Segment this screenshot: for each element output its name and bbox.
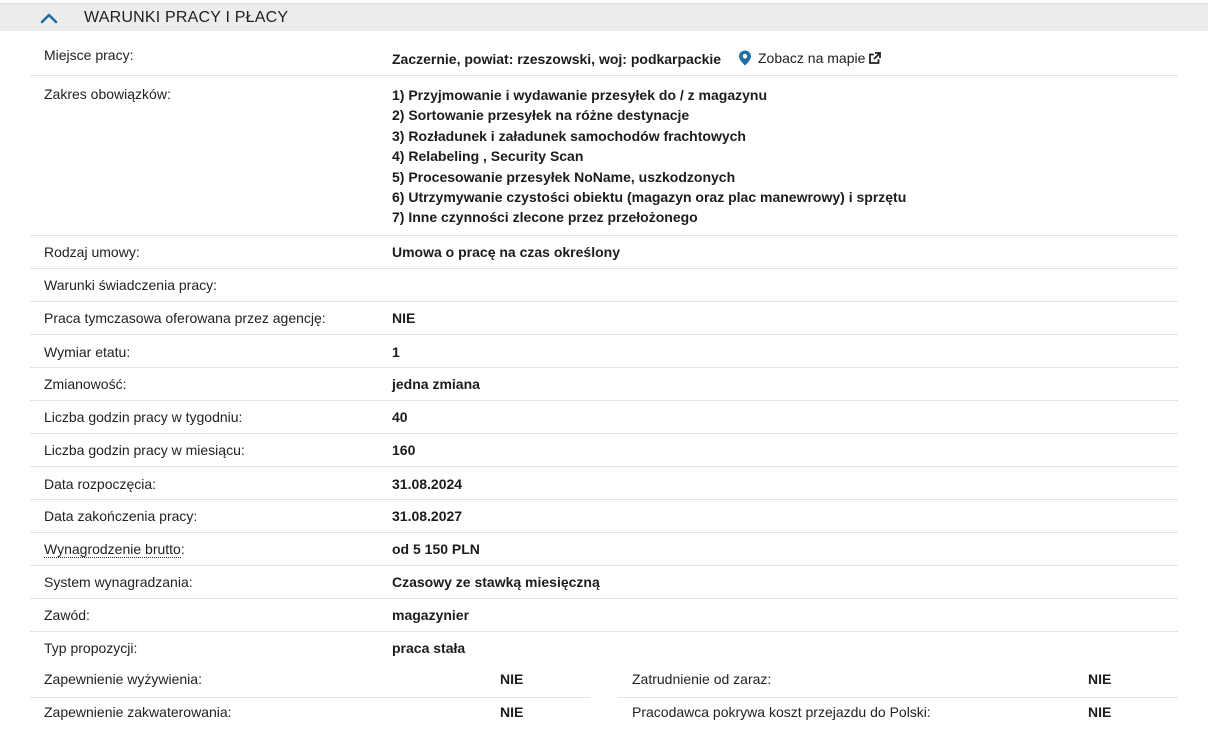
travel-value: NIE — [1088, 704, 1112, 720]
salary-term-tooltip[interactable]: Wynagrodzenie brutto — [44, 541, 181, 557]
location-label: Miejsce pracy: — [44, 47, 134, 63]
row-start-date — [30, 467, 1178, 500]
row-temp-work — [30, 302, 1178, 335]
meals-value: NIE — [500, 671, 524, 687]
list-item: 4) Relabeling , Security Scan — [392, 148, 584, 165]
section-title: WARUNKI PRACY I PŁACY — [84, 9, 289, 26]
list-item: 1) Przyjmowanie i wydawanie przesyłek do / z magazynu — [392, 87, 768, 103]
list-item: 7) Inne czynności zlecone przez przełożonego — [392, 209, 698, 226]
list-item: 6) Utrzymywanie czystości obiektu (magazyn oraz plac manewrowy) i sprzętu — [392, 188, 907, 205]
start-date-value: 31.08.2024 — [392, 476, 463, 492]
housing-value: NIE — [500, 704, 524, 720]
row-offer-type — [30, 632, 1178, 664]
row-duties — [30, 76, 1178, 236]
list-item: 5) Procesowanie przesyłek NoName, uszkodzonych — [392, 168, 736, 185]
row-fte — [30, 335, 1178, 368]
work-conditions-label: Warunki świadczenia pracy: — [44, 277, 217, 293]
end-date-value: 31.08.2027 — [392, 508, 463, 524]
fte-value: 1 — [392, 344, 400, 360]
shifts-value: jedna zmiana — [392, 376, 480, 392]
row-hours-month — [30, 434, 1178, 467]
row-housing-travel — [30, 697, 1178, 730]
contract-type-value: Umowa o pracę na czas określony — [392, 244, 620, 260]
hours-month-value: 160 — [392, 442, 416, 458]
offer-type-value: praca stała — [392, 640, 466, 656]
profession-value: magazynier — [392, 607, 470, 623]
temp-work-label: Praca tymczasowa oferowana przez agencję: — [44, 310, 326, 326]
row-shifts — [30, 368, 1178, 401]
chevron-up-icon[interactable] — [40, 11, 58, 25]
duties-list — [392, 85, 906, 228]
list-item: 2) Sortowanie przesyłek na różne destynacje — [392, 107, 690, 124]
hours-week-value: 40 — [392, 409, 408, 425]
row-profession — [30, 599, 1178, 632]
map-link-label: Zobacz na mapie — [758, 50, 866, 66]
contract-type-label: Rodzaj umowy: — [44, 244, 140, 260]
pay-system-value: Czasowy ze stawką miesięczną — [392, 574, 600, 590]
row-pay-system — [30, 566, 1178, 599]
row-salary — [30, 533, 1178, 566]
temp-work-value: NIE — [392, 310, 416, 326]
details-list — [30, 30, 1178, 730]
map-link[interactable] — [738, 50, 881, 66]
salary-label: Wynagrodzenie brutto: — [44, 541, 185, 557]
row-end-date — [30, 500, 1178, 533]
salary-value: od 5 150 PLN — [392, 541, 480, 557]
location-value: Zaczernie, powiat: rzeszowski, woj: podkarpackie — [392, 51, 722, 67]
duties-label: Zakres obowiązków: — [44, 86, 171, 102]
profession-label: Zawód: — [44, 607, 90, 623]
immediate-label: Zatrudnienie od zaraz: — [632, 671, 772, 687]
half-housing — [30, 697, 590, 730]
travel-label: Pracodawca pokrywa koszt przejazdu do Polski: — [632, 704, 931, 720]
housing-label: Zapewnienie zakwaterowania: — [44, 704, 232, 720]
half-meals — [30, 664, 590, 698]
hours-month-label: Liczba godzin pracy w miesiącu: — [44, 442, 245, 458]
meals-label: Zapewnienie wyżywienia: — [44, 671, 202, 687]
start-date-label: Data rozpoczęcia: — [44, 476, 157, 492]
external-link-icon — [868, 52, 881, 65]
location-pin-icon — [738, 50, 752, 66]
row-contract-type — [30, 236, 1178, 269]
list-item: 3) Rozładunek i załadunek samochodów frachtowych — [392, 127, 746, 144]
half-immediate — [618, 664, 1178, 698]
row-location — [30, 30, 1178, 76]
row-work-conditions — [30, 269, 1178, 302]
shifts-label: Zmianowość: — [44, 376, 127, 392]
row-hours-week — [30, 401, 1178, 434]
half-travel — [618, 697, 1178, 730]
row-meals-immediate — [30, 664, 1178, 697]
end-date-label: Data zakończenia pracy: — [44, 508, 198, 524]
offer-type-label: Typ propozycji: — [44, 640, 138, 656]
immediate-value: NIE — [1088, 671, 1112, 687]
hours-week-label: Liczba godzin pracy w tygodniu: — [44, 409, 243, 425]
section-header[interactable] — [0, 3, 1208, 31]
fte-label: Wymiar etatu: — [44, 344, 131, 360]
pay-system-label: System wynagradzania: — [44, 574, 193, 590]
